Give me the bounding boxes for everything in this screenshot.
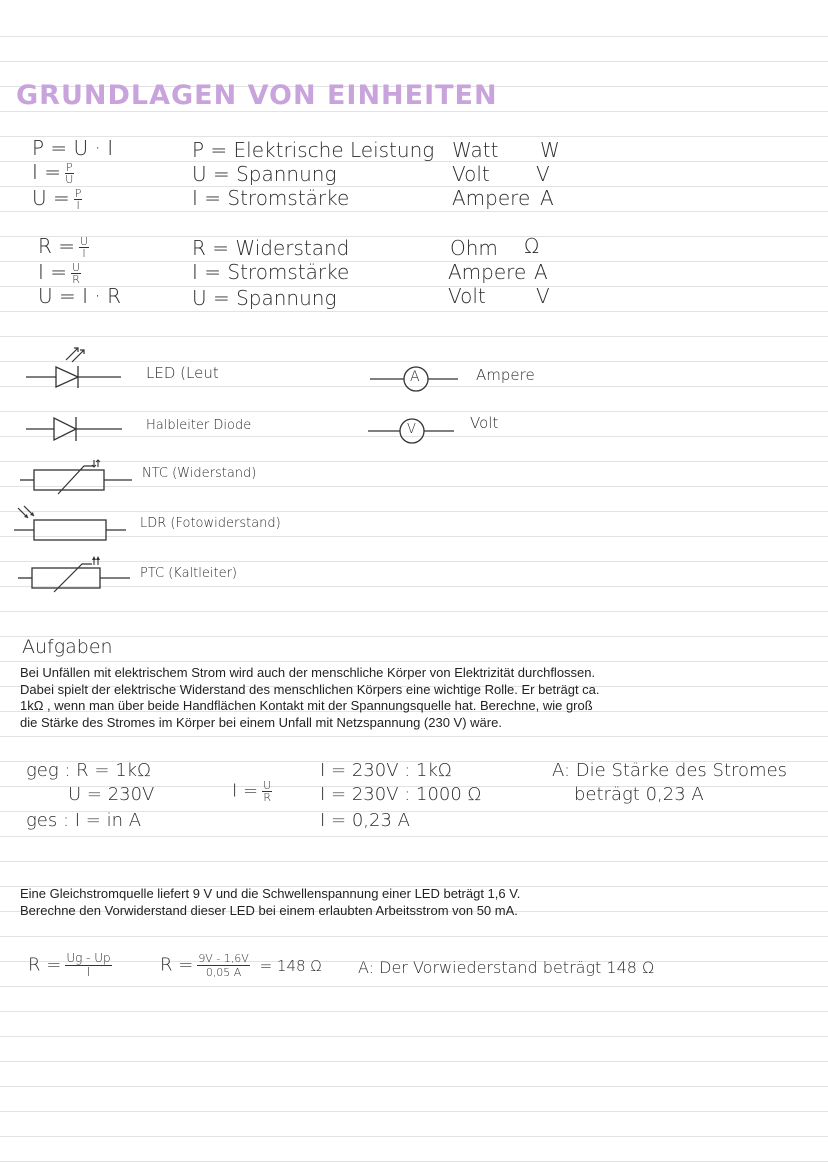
ohms-law-formula: [232, 780, 272, 803]
unit-ohm: Ohm: [450, 236, 498, 260]
led-label: LED (Leut: [146, 364, 219, 382]
ldr-label: LDR (Fotowiderstand): [140, 516, 281, 531]
resistor-calc: [160, 952, 322, 979]
formula-i-ur: [38, 260, 81, 285]
meaning-u-2: U = Spannung: [192, 286, 337, 310]
task1-line: 1kΩ , wenn man über beide Handflächen Kontakt mit der Spannungsquelle hat. Berechne, wie groß: [20, 698, 593, 713]
formula-lhs: I =: [32, 160, 62, 184]
tasks-heading: Aufgaben: [22, 636, 113, 658]
meaning-r: R = Widerstand: [192, 236, 350, 260]
formula-num: Ug - Up: [66, 951, 111, 965]
formula-den: 0,05 A: [205, 966, 242, 979]
meaning-u: U = Spannung: [192, 162, 337, 186]
formula-lhs: R =: [28, 954, 62, 976]
formula-lhs: R =: [38, 234, 76, 258]
formula-num: 9V - 1,6V: [198, 952, 249, 965]
calc-step-2: I = 230V : 1000 Ω: [320, 784, 482, 805]
unit-volt: Volt: [452, 162, 490, 186]
formula-den: I: [86, 965, 91, 979]
calc-result: = 148 Ω: [259, 956, 322, 975]
diode-label: Halbleiter Diode: [146, 418, 252, 433]
given-u: U = 230V: [68, 784, 155, 805]
ammeter-letter: A: [410, 369, 420, 385]
calc-step-1: I = 230V : 1kΩ: [320, 760, 452, 781]
formula-lhs: I =: [38, 260, 68, 284]
formula-num: U: [263, 779, 272, 792]
task1-text: [20, 665, 600, 731]
given-r: geg : R = 1kΩ: [26, 760, 151, 781]
formula-u-pi: [32, 186, 82, 211]
formula-num: U: [80, 235, 89, 248]
ptc-symbol-icon: [18, 554, 134, 594]
formula-num: P: [66, 161, 73, 174]
calc-step-3: I = 0,23 A: [320, 810, 410, 831]
ntc-label: NTC (Widerstand): [142, 466, 257, 481]
formula-lhs: U =: [32, 186, 70, 210]
symbol-v-2: V: [536, 284, 550, 308]
formula-p-ui: P = U · I: [32, 136, 114, 160]
sought-i: ges : I = in A: [26, 810, 142, 831]
formula-den: U: [65, 173, 74, 186]
ptc-label: PTC (Kaltleiter): [140, 566, 238, 581]
formula-den: I: [76, 199, 80, 212]
ammeter-label: Ampere: [476, 366, 535, 384]
unit-watt: Watt: [452, 138, 499, 162]
resistor-formula: [28, 952, 112, 979]
formula-u-ir: U = I · R: [38, 284, 121, 308]
task1-line: Bei Unfällen mit elektrischem Strom wird auch der menschliche Körper von Elektrizität durchflossen.: [20, 665, 596, 680]
unit-ampere: Ampere: [452, 186, 531, 210]
formula-num: U: [72, 261, 81, 274]
task2-text: [20, 886, 520, 919]
answer-1-line-1: A: Die Stärke des Stromes: [552, 760, 788, 781]
task2-line: Eine Gleichstromquelle liefert 9 V und die Schwellenspannung einer LED beträgt 1,6 V.: [20, 886, 521, 901]
formula-den: I: [82, 247, 86, 260]
voltmeter-label: Volt: [470, 414, 499, 432]
task2-line: Berechne den Vorwiderstand dieser LED bei einem erlaubten Arbeitsstrom von 50 mA.: [20, 902, 518, 918]
symbol-omega: Ω: [524, 234, 540, 258]
symbol-w: W: [540, 138, 560, 162]
ldr-symbol-icon: [14, 504, 134, 548]
ntc-symbol-icon: [20, 456, 138, 496]
meaning-i: I = Stromstärke: [192, 186, 350, 210]
meaning-p: P = Elektrische Leistung: [192, 138, 435, 162]
task1-line: die Stärke des Stromes im Körper bei einem Unfall mit Netzspannung (230 V) wäre.: [20, 714, 502, 730]
symbol-a: A: [540, 186, 554, 210]
formula-r-ui: [38, 234, 89, 259]
formula-den: R: [72, 273, 80, 286]
unit-volt-2: Volt: [448, 284, 486, 308]
symbol-a-2: A: [534, 260, 548, 284]
diode-symbol-icon: [26, 412, 126, 446]
formula-num: P: [74, 187, 82, 200]
symbol-v: V: [536, 162, 550, 186]
formula-lhs: I =: [232, 780, 259, 802]
answer-2: A: Der Vorwiederstand beträgt 148 Ω: [358, 958, 655, 977]
formula-i-pu: [32, 160, 74, 185]
answer-1-line-2: beträgt 0,23 A: [574, 784, 704, 805]
led-symbol-icon: [26, 340, 126, 390]
formula-den: R: [263, 791, 271, 804]
task1-line: Dabei spielt der elektrische Widerstand des menschlichen Körpers eine wichtige Rolle. Er beträgt ca.: [20, 681, 600, 697]
page-title: GRUNDLAGEN VON EINHEITEN: [16, 80, 498, 111]
formula-lhs: R =: [160, 954, 194, 976]
meaning-i-2: I = Stromstärke: [192, 260, 350, 284]
voltmeter-letter: V: [407, 422, 416, 437]
unit-ampere-2: Ampere: [448, 260, 527, 284]
